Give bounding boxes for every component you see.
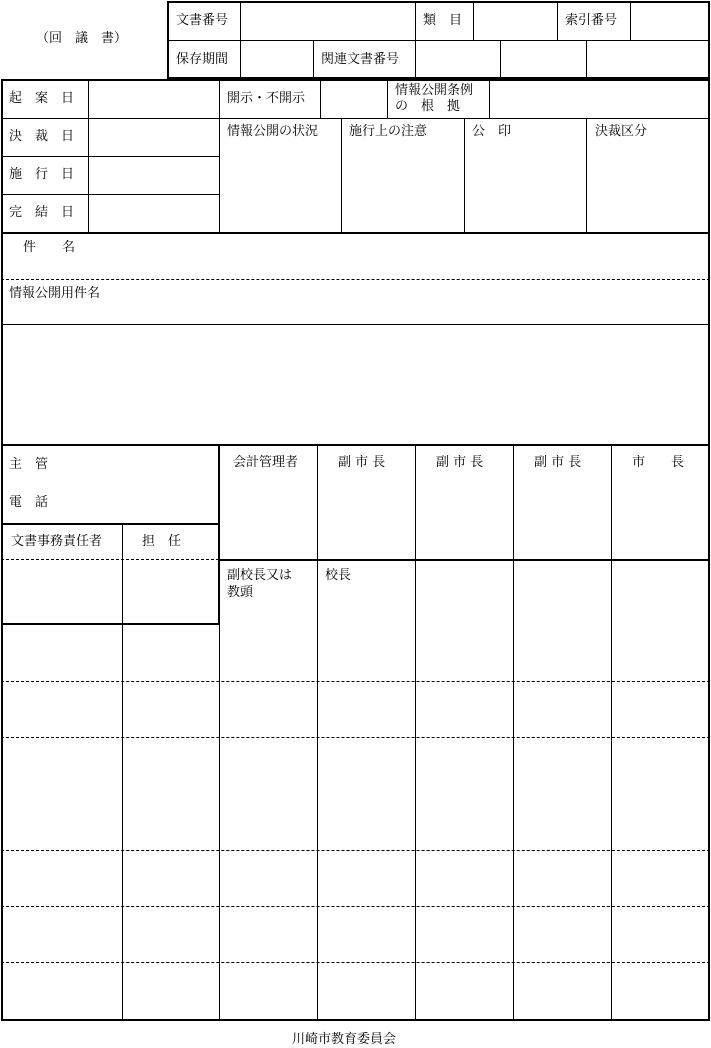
kaikei-label: 会計管理者 (233, 455, 299, 470)
denwa-label: 電 話 (9, 495, 49, 510)
kenmei-field[interactable] (110, 236, 708, 278)
header-vline (557, 1, 558, 40)
fukukocho-stamp[interactable] (220, 604, 316, 680)
approval-divider (219, 559, 710, 561)
approval-dashed-divider (1, 559, 219, 560)
kessai-kubun-label: 決裁区分 (595, 124, 648, 139)
kessai-date-field[interactable] (89, 119, 218, 155)
shiko-date-field[interactable] (89, 157, 218, 193)
hozon-kikan-field[interactable] (241, 41, 312, 78)
jorei-field[interactable] (490, 81, 708, 117)
koin-field[interactable] (465, 142, 585, 231)
header-vline (313, 40, 314, 79)
kanketsu-date-field[interactable] (89, 195, 218, 231)
denwa-field[interactable] (60, 486, 216, 520)
sakuin-bango-label: 索引番号 (565, 13, 618, 28)
bunsho-bango-label: 文書番号 (176, 13, 229, 28)
approval-divider (1, 623, 220, 625)
joho-kenmei-label: 情報公開用件名 (9, 286, 101, 301)
kocho-label: 校長 (325, 568, 352, 583)
grid-dashed-row (1, 737, 710, 738)
shiko-chui-label: 施行上の注意 (349, 124, 428, 139)
kocho-stamp[interactable] (318, 590, 414, 680)
info-vline (387, 79, 388, 118)
bunsho-bango-field[interactable] (241, 3, 414, 39)
kessai-kubun-field[interactable] (587, 142, 708, 231)
grid-dashed-row (1, 906, 710, 907)
kaiji-field[interactable] (321, 81, 386, 117)
shicho-stamp[interactable] (612, 475, 708, 558)
shiko-chui-field[interactable] (342, 142, 463, 231)
grid-dashed-row (1, 681, 710, 682)
jorei-label-line2: の 根 拠 (395, 99, 461, 114)
ruimoku-label: 類 目 (423, 13, 463, 28)
shicho-label: 市 長 (632, 455, 685, 470)
fukushicho3-stamp[interactable] (514, 475, 610, 558)
grid-dashed-row (1, 962, 710, 963)
shukan-field[interactable] (60, 448, 216, 482)
sakuin-bango-field[interactable] (631, 3, 708, 39)
kanren-bunsho-label: 関連文書番号 (321, 52, 400, 67)
section-divider (1, 232, 710, 234)
sekininsha-stamp[interactable] (3, 561, 121, 623)
kaikei-stamp[interactable] (220, 475, 316, 558)
section-divider (1, 444, 710, 446)
tannin-stamp[interactable] (124, 561, 218, 623)
kian-label: 起 案 日 (9, 91, 75, 106)
kian-date-field[interactable] (89, 81, 218, 117)
jokyo-field[interactable] (220, 142, 340, 231)
fukukocho-label-line1: 副校長又は (227, 568, 293, 583)
fukushicho3-label: 副 市 長 (534, 455, 582, 470)
kaiji-label: 開示・不開示 (227, 91, 306, 106)
hozon-kikan-label: 保存期間 (176, 52, 229, 67)
grid-dashed-row (1, 850, 710, 851)
sekininsha-label: 文書事務責任者 (11, 534, 103, 549)
kenmei-label: 件 名 (23, 240, 76, 255)
fukushicho2-label: 副 市 長 (436, 455, 484, 470)
fukushicho1-stamp[interactable] (318, 475, 414, 558)
shukan-label: 主 管 (9, 457, 49, 472)
subject-divider (1, 324, 710, 325)
approval-vline (122, 523, 123, 1021)
kanketsu-label: 完 結 日 (9, 205, 75, 220)
joho-kenmei-field[interactable] (120, 282, 708, 322)
memo-area[interactable] (3, 326, 708, 443)
fukushicho2-stamp[interactable] (416, 475, 512, 558)
fukukocho-label-line2: 教頭 (227, 585, 254, 600)
footer-org: 川崎市教育委員会 (292, 1032, 397, 1047)
jorei-label-line1: 情報公開条例 (395, 83, 474, 98)
approval-divider (1, 523, 220, 525)
kessai-label: 決 裁 日 (9, 129, 75, 144)
tannin-label: 担 任 (142, 534, 182, 549)
kaigisho-title: （回 議 書） (36, 31, 128, 46)
koin-label: 公 印 (472, 124, 512, 139)
fukushicho1-label: 副 市 長 (338, 455, 386, 470)
kanren-bunsho-field[interactable] (416, 41, 708, 78)
subject-dashed-divider (1, 279, 710, 280)
shiko-label: 施 行 日 (9, 167, 75, 182)
ruimoku-field[interactable] (474, 3, 556, 39)
jokyo-label: 情報公開の状況 (227, 124, 319, 139)
